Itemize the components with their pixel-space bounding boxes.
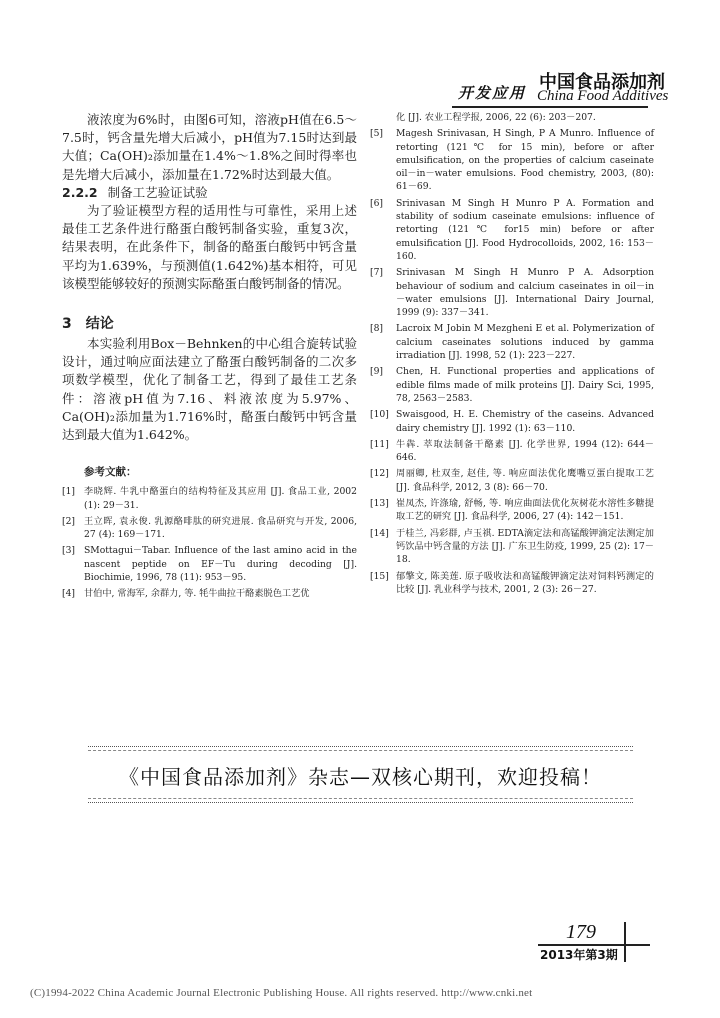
reference-number: [8] — [370, 323, 384, 335]
reference-item — [370, 322, 654, 362]
footer-rule-vertical — [624, 922, 626, 962]
reference-item — [370, 127, 654, 193]
page-number: 179 — [566, 921, 596, 943]
reference-number: [2] — [62, 515, 76, 527]
reference-list-right — [370, 111, 654, 596]
reference-item — [370, 408, 654, 435]
reference-text: 李晓辉. 牛乳中酪蛋白的结构特征及其应用 [J]. 食品工业, 2002 (1): 29－31. — [84, 486, 357, 511]
reference-text: 甘伯中, 常海军, 余群力, 等. 牦牛曲拉干酪素脱色工艺优 — [84, 588, 310, 600]
reference-text: 郁擎文, 陈美莲. 原子吸收法和高锰酸钾滴定法对饲料钙测定的比较 [J]. 乳业科学与技术, 2001, 2 (3): 26－27. — [396, 570, 654, 595]
reference-number: [12] — [370, 468, 389, 480]
left-column — [62, 111, 357, 604]
reference-number: [3] — [62, 545, 76, 557]
reference-item — [62, 544, 357, 584]
reference-item — [370, 467, 654, 494]
reference-item — [370, 111, 654, 124]
paragraph-results: 液浓度为6%时，由图6可知，溶液pH值在6.5～7.5时，钙含量先增大后减小，pH值为7.15时达到最大值；Ca(OH)₂添加量在1.4%～1.8%之间时得率也是先增大后减小，添加量在1.72%时达到最大值。 — [62, 112, 357, 182]
section-number: 3 — [62, 316, 72, 333]
reference-item — [62, 515, 357, 542]
reference-text: Srinivasan M Singh H Munro P A. Formation and stability of sodium caseinate emulsions: influence of retorting (121℃ for15 min) before or after emulsification [J]. Food Hydrocolloids, 2002, 16: 153－160. — [396, 197, 654, 262]
reference-item — [370, 438, 654, 465]
reference-number: [5] — [370, 128, 384, 140]
reference-text: 于桂兰, 冯彩群, 卢玉祺. EDTA滴定法和高锰酸钾滴定法测定加钙饮品中钙含量的方法 [J]. 广东卫生防疫, 1999, 25 (2): 17－18. — [396, 527, 654, 566]
promo-banner — [88, 746, 633, 803]
paragraph-verification: 为了验证模型方程的适用性与可靠性，采用上述最佳工艺条件进行酪蛋白酸钙制备实验，重复3次，结果表明，在此条件下，制备的酪蛋白酸钙中钙含量平均为1.639%，与预测值(1.642%)基本相符，可见该模型能够较好的预测实际酪蛋白酸钙制备的情况。 — [62, 203, 357, 291]
reference-number: [13] — [370, 498, 389, 510]
paragraph-conclusion: 本实验利用Box－Behnken的中心组合旋转试验设计，通过响应面法建立了酪蛋白酸钙制备的二次多项数学模型，优化了制备工艺，得到了最佳工艺条件：溶液pH值为7.16、料液浓度为5.97%、Ca(OH)₂添加量为1.716%时，酪蛋白酸钙中钙含量达到最大值为1.642%。 — [62, 336, 357, 443]
reference-text: 周丽卿, 杜双奎, 赵佳, 等. 响应面法优化鹰嘴豆蛋白提取工艺 [J]. 食品科学, 2012, 3 (8): 66－70. — [396, 468, 654, 493]
subsection-number: 2.2.2 — [62, 184, 98, 200]
reference-item — [62, 485, 357, 512]
reference-number: [15] — [370, 570, 389, 582]
reference-item — [370, 266, 654, 319]
journal-title-en: China Food Additives — [537, 88, 669, 104]
promo-banner-text: 《中国食品添加剂》杂志—双核心期刊，欢迎投稿！ — [119, 765, 602, 789]
reference-text: Swaisgood, H. E. Chemistry of the caseins. Advanced dairy chemistry [J]. 1992 (1): 63－110. — [396, 409, 654, 434]
reference-item — [370, 570, 654, 597]
journal-title-cn: 中国食品添加剂 — [539, 72, 665, 93]
reference-text: Magesh Srinivasan, H Singh, P A Munro. Influence of retorting (121℃ for 15 min), before or after emulsification, on the properties of calcium caseinate oil－in－water emulsions. Food chemistry, 2003, (80): 61－69. — [396, 128, 654, 193]
reference-text: 王立晖, 袁永俊. 乳源酪啡肽的研究进展. 食品研究与开发, 2006, 27 (4): 169－171. — [84, 515, 357, 541]
reference-number: [14] — [370, 527, 389, 539]
subsection-title: 制备工艺验证试验 — [107, 184, 208, 200]
reference-number: [9] — [370, 366, 384, 378]
copyright-line: (C)1994-2022 China Academic Journal Electronic Publishing House. All rights reserved. http://www.cnki.net — [30, 987, 533, 999]
reference-item — [370, 197, 654, 263]
reference-text: 牛犇. 萃取法制备干酪素 [J]. 化学世界, 1994 (12): 644－646. — [396, 438, 654, 464]
reference-list-left — [62, 485, 357, 600]
reference-number: [6] — [370, 197, 384, 209]
reference-text: SMottagui－Tabar. Influence of the last amino acid in the nascent peptide on EF－Tu during decoding [J]. Biochimie, 1996, 78 (11): 953－95. — [84, 545, 357, 584]
references-title: 参考文献： — [84, 466, 137, 479]
reference-text: 化 [J]. 农业工程学报, 2006, 22 (6): 203－207. — [396, 112, 596, 123]
reference-number: [1] — [62, 486, 76, 498]
reference-text: 崔凤杰, 许涤瑜, 舒畅, 等. 响应曲面法优化灰树花水溶性多糖提取工艺的研究 [J]. 食品科学, 2006, 27 (4): 142－151. — [396, 498, 654, 523]
reference-item — [370, 497, 654, 524]
reference-number: [11] — [370, 438, 389, 450]
reference-number: [7] — [370, 267, 384, 279]
reference-number: [4] — [62, 588, 76, 600]
reference-text: Srinivasan M Singh H Munro P A. Adsorption behaviour of sodium and calcium caseinates in oil－in－water emulsions [J]. International Dairy Journal, 1999 (9): 337－341. — [396, 267, 654, 319]
reference-text: Chen, H. Functional properties and applications of edible films made of milk proteins [J]. Dairy Sci, 1995, 78, 2563－2583. — [396, 366, 654, 404]
reference-item — [370, 527, 654, 567]
section-title: 结论 — [85, 316, 114, 333]
issue-label: 2013年第3期 — [540, 948, 618, 962]
reference-number: [10] — [370, 409, 389, 421]
header-rule — [452, 106, 648, 108]
reference-item — [370, 365, 654, 405]
reference-text: Lacroix M Jobin M Mezgheni E et al. Polymerization of calcium caseinates solutions induced by gamma irradiation [J]. 1998, 52 (1): 223－227. — [396, 323, 654, 362]
subsection-heading — [62, 184, 357, 202]
section-heading — [62, 313, 357, 333]
section-label: 开发应用 — [458, 84, 527, 102]
right-column — [370, 111, 654, 599]
reference-item — [62, 587, 357, 600]
